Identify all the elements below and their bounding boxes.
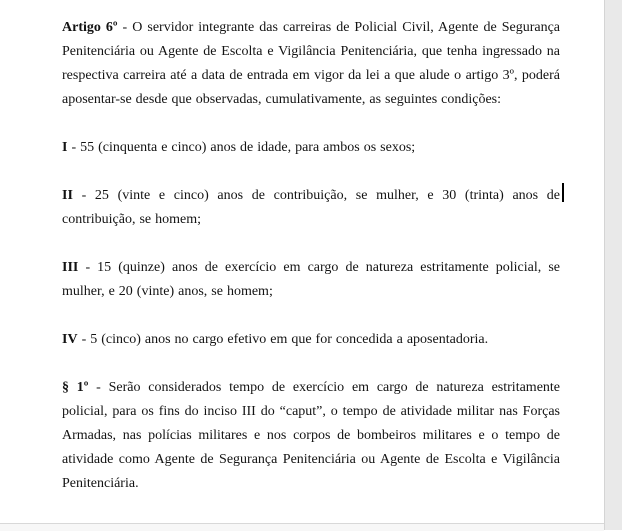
paragraph-artigo-6[interactable]	[62, 16, 560, 112]
clause-lead: IV	[62, 332, 78, 347]
clause-i[interactable]	[62, 136, 560, 160]
paragraph-text: - O servidor integrante das carreiras de Policial Civil, Agente de Segurança Penitenciária ou Agente de Escolta e Vigilância Penitenciária, que tenha ingressado na respectiva carreira até a data de entrada em vigor da lei a que alude o artigo 3º, poderá aposentar-se desde que observadas, cumulativamente, as seguintes condições:	[62, 20, 560, 107]
right-gutter	[604, 0, 622, 530]
paragraph-1[interactable]	[62, 376, 560, 496]
clause-text: - 15 (quinze) anos de exercício em cargo de natureza estritamente policial, se mulher, e 20 (vinte) anos, se homem;	[62, 260, 560, 299]
paragraph-text: - Serão considerados tempo de exercício em cargo de natureza estritamente policial, para os fins do inciso III do “caput”, o tempo de atividade militar nas Forças Armadas, nas polícias militares e nos corpos de bombeiros militares e o tempo de atividade como Agente de Segurança Penitenciária ou Agente de Escolta e Vigilância Penitenciária.	[62, 380, 561, 491]
text-cursor-bar	[562, 183, 564, 202]
clause-lead: III	[62, 260, 79, 275]
paragraph-lead: Artigo 6º	[62, 20, 118, 35]
clause-text-after-cursor: contribuição, se homem;	[62, 212, 202, 227]
clause-iii[interactable]	[62, 256, 560, 304]
clause-text-before-cursor: - 25 (vinte e cinco) anos de contribuição, se mulher, e 30 (trinta) anos de	[72, 188, 560, 203]
clause-lead: I	[62, 140, 68, 155]
clause-ii[interactable]	[62, 184, 560, 232]
clause-text: - 55 (cinquenta e cinco) anos de idade, para ambos os sexos;	[67, 140, 416, 155]
clause-lead: II	[62, 188, 73, 203]
clause-text: - 5 (cinco) anos no cargo efetivo em que for concedida a aposentadoria.	[77, 332, 489, 347]
paragraph-lead: § 1º	[62, 380, 89, 395]
clause-iv[interactable]	[62, 328, 560, 352]
document-text[interactable]	[62, 16, 560, 520]
